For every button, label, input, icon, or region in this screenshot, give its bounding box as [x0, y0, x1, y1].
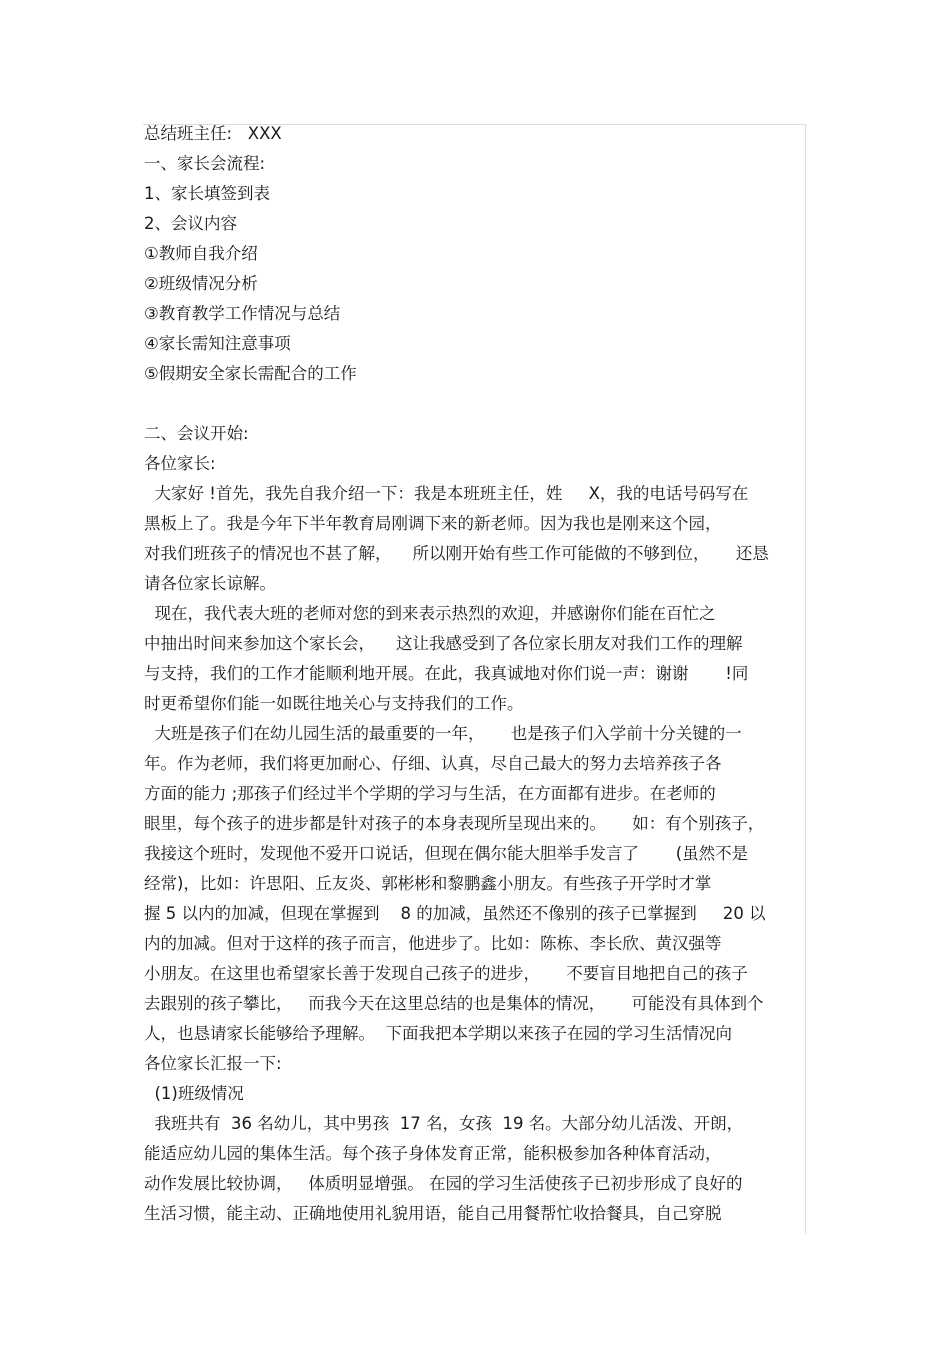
paragraph-line: 人，也恳请家长能够给予理解。 下面我把本学期以来孩子在园的学习生活情况向: [144, 1024, 732, 1043]
paragraph-line: 我接这个班时，发现他不爱开口说话，但现在偶尔能大胆举手发言了 (虽然不是: [144, 844, 749, 863]
meeting-title: 二、会议开始:: [144, 424, 249, 443]
paragraph-line: 中抽出时间来参加这个家长会， 这让我感受到了各位家长朋友对我们工作的理解: [144, 634, 743, 653]
paragraph-line: 我班共有 36 名幼儿，其中男孩 17 名，女孩 19 名。大部分幼儿活泼、开朗，: [144, 1114, 744, 1133]
process-item: ①教师自我介绍: [144, 244, 258, 263]
document-body: [144, 119, 806, 1229]
process-item: 1、家长填签到表: [144, 184, 270, 203]
spacer: [144, 389, 806, 419]
paragraph-line: 各位家长汇报一下:: [144, 1054, 282, 1073]
greeting: 各位家长:: [144, 454, 216, 473]
paragraph-line: 眼里，每个孩子的进步都是针对孩子的本身表现所呈现出来的。 如：有个别孩子，: [144, 814, 765, 833]
summary-teacher: 总结班主任: XXX: [144, 124, 282, 143]
process-item: 2、会议内容: [144, 214, 237, 233]
process-item: ②班级情况分析: [144, 274, 258, 293]
paragraph-line: 动作发展比较协调， 体质明显增强。 在园的学习生活使孩子已初步形成了良好的: [144, 1174, 743, 1193]
process-title: 一、家长会流程:: [144, 154, 266, 173]
paragraph-line: 大家好 !首先，我先自我介绍一下：我是本班班主任，姓 X，我的电话号码写在: [144, 484, 749, 503]
paragraph-line: 去跟别的孩子攀比， 而我今天在这里总结的也是集体的情况， 可能没有具体到个: [144, 994, 764, 1013]
paragraph-line: 与支持，我们的工作才能顺利地开展。在此，我真诚地对你们说一声：谢谢 !同: [144, 664, 749, 683]
paragraph-line: 方面的能力 ;那孩子们经过半个学期的学习与生活，在方面都有进步。在老师的: [144, 784, 716, 803]
process-item: ④家长需知注意事项: [144, 334, 291, 353]
paragraph-line: 大班是孩子们在幼儿园生活的最重要的一年， 也是孩子们入学前十分关键的一: [144, 724, 742, 743]
paragraph-line: 时更希望你们能一如既往地关心与支持我们的工作。: [144, 694, 524, 713]
process-item: ③教育教学工作情况与总结: [144, 304, 341, 323]
paragraph-line: 内的加减。但对于这样的孩子而言，他进步了。比如：陈栋、李长欣、黄汉强等: [144, 934, 722, 953]
paragraph-line: 生活习惯，能主动、正确地使用礼貌用语，能自己用餐帮忙收拾餐具，自己穿脱: [144, 1204, 722, 1223]
paragraph-line: 现在，我代表大班的老师对您的到来表示热烈的欢迎，并感谢你们能在百忙之: [144, 604, 716, 623]
paragraph-line: 对我们班孩子的情况也不甚了解， 所以刚开始有些工作可能做的不够到位， 还恳: [144, 544, 769, 563]
paragraph-line: 握 5 以内的加减，但现在掌握到 8 的加减，虽然还不像别的孩子已掌握到 20 以: [144, 904, 766, 923]
paragraph-line: 请各位家长谅解。: [144, 574, 276, 593]
process-item: ⑤假期安全家长需配合的工作: [144, 364, 357, 383]
paragraph-line: 黑板上了。我是今年下半年教育局刚调下来的新老师。因为我也是刚来这个园，: [144, 514, 722, 533]
section-title: (1)班级情况: [144, 1084, 244, 1103]
paragraph-line: 经常)，比如：许思阳、丘友炎、郭彬彬和黎鹏鑫小朋友。有些孩子开学时才掌: [144, 874, 712, 893]
paragraph-line: 小朋友。在这里也希望家长善于发现自己孩子的进步， 不要盲目地把自己的孩子: [144, 964, 748, 983]
paragraph-line: 年。作为老师，我们将更加耐心、仔细、认真，尽自己最大的努力去培养孩子各: [144, 754, 722, 773]
paragraph-line: 能适应幼儿园的集体生活。每个孩子身体发育正常，能积极参加各种体育活动，: [144, 1144, 722, 1163]
